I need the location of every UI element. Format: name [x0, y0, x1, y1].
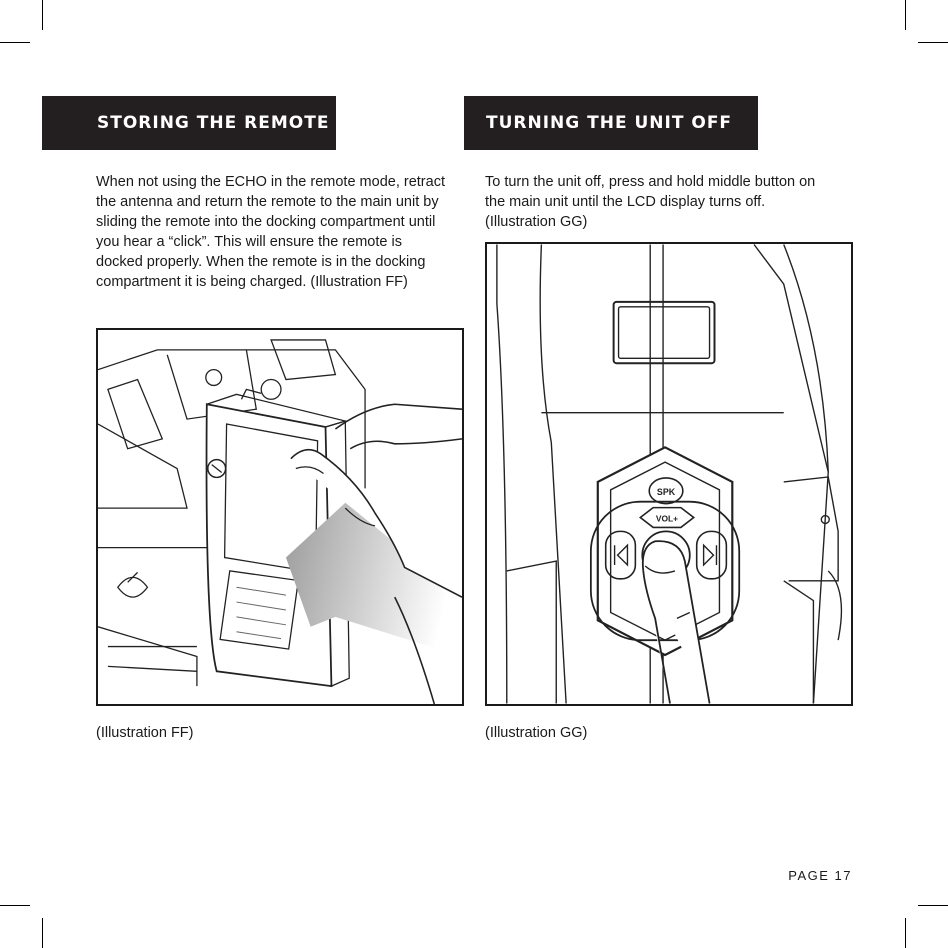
crop-mark: [905, 0, 906, 30]
unit-power-off-drawing: [487, 244, 851, 704]
crop-mark: [0, 42, 30, 43]
crop-mark: [918, 42, 948, 43]
crop-mark: [905, 918, 906, 948]
section-heading-storing: [42, 96, 336, 150]
vol-button-label: VOL+: [655, 513, 679, 524]
section-heading-text: TURNING THE UNIT OFF: [486, 113, 733, 133]
section-heading-text: STORING THE REMOTE: [97, 113, 330, 133]
page-number: PAGE 17: [788, 868, 852, 883]
illustration-gg: [485, 242, 853, 706]
turning-off-body-text: To turn the unit off, press and hold middle button on the main unit until the LCD display turns off. (Illustration GG): [485, 174, 816, 230]
spk-button-label: SPK: [656, 486, 676, 497]
caption-gg: (Illustration GG): [485, 725, 588, 741]
crop-mark: [0, 905, 30, 906]
crop-mark: [918, 905, 948, 906]
caption-ff: (Illustration FF): [96, 725, 194, 741]
illustration-ff: [96, 328, 464, 706]
storing-body-text: When not using the ECHO in the remote mode, retract the antenna and return the remote to the main unit by sliding the remote into the docking compartment until you hear a “click”. This will ensure the remote is docked properly. When the remote is in the docking compartment it is being charged. (Illustration FF): [96, 174, 445, 290]
remote-docking-drawing: [98, 330, 462, 704]
crop-mark: [42, 918, 43, 948]
section-heading-turning-off: [464, 96, 758, 150]
crop-mark: [42, 0, 43, 30]
